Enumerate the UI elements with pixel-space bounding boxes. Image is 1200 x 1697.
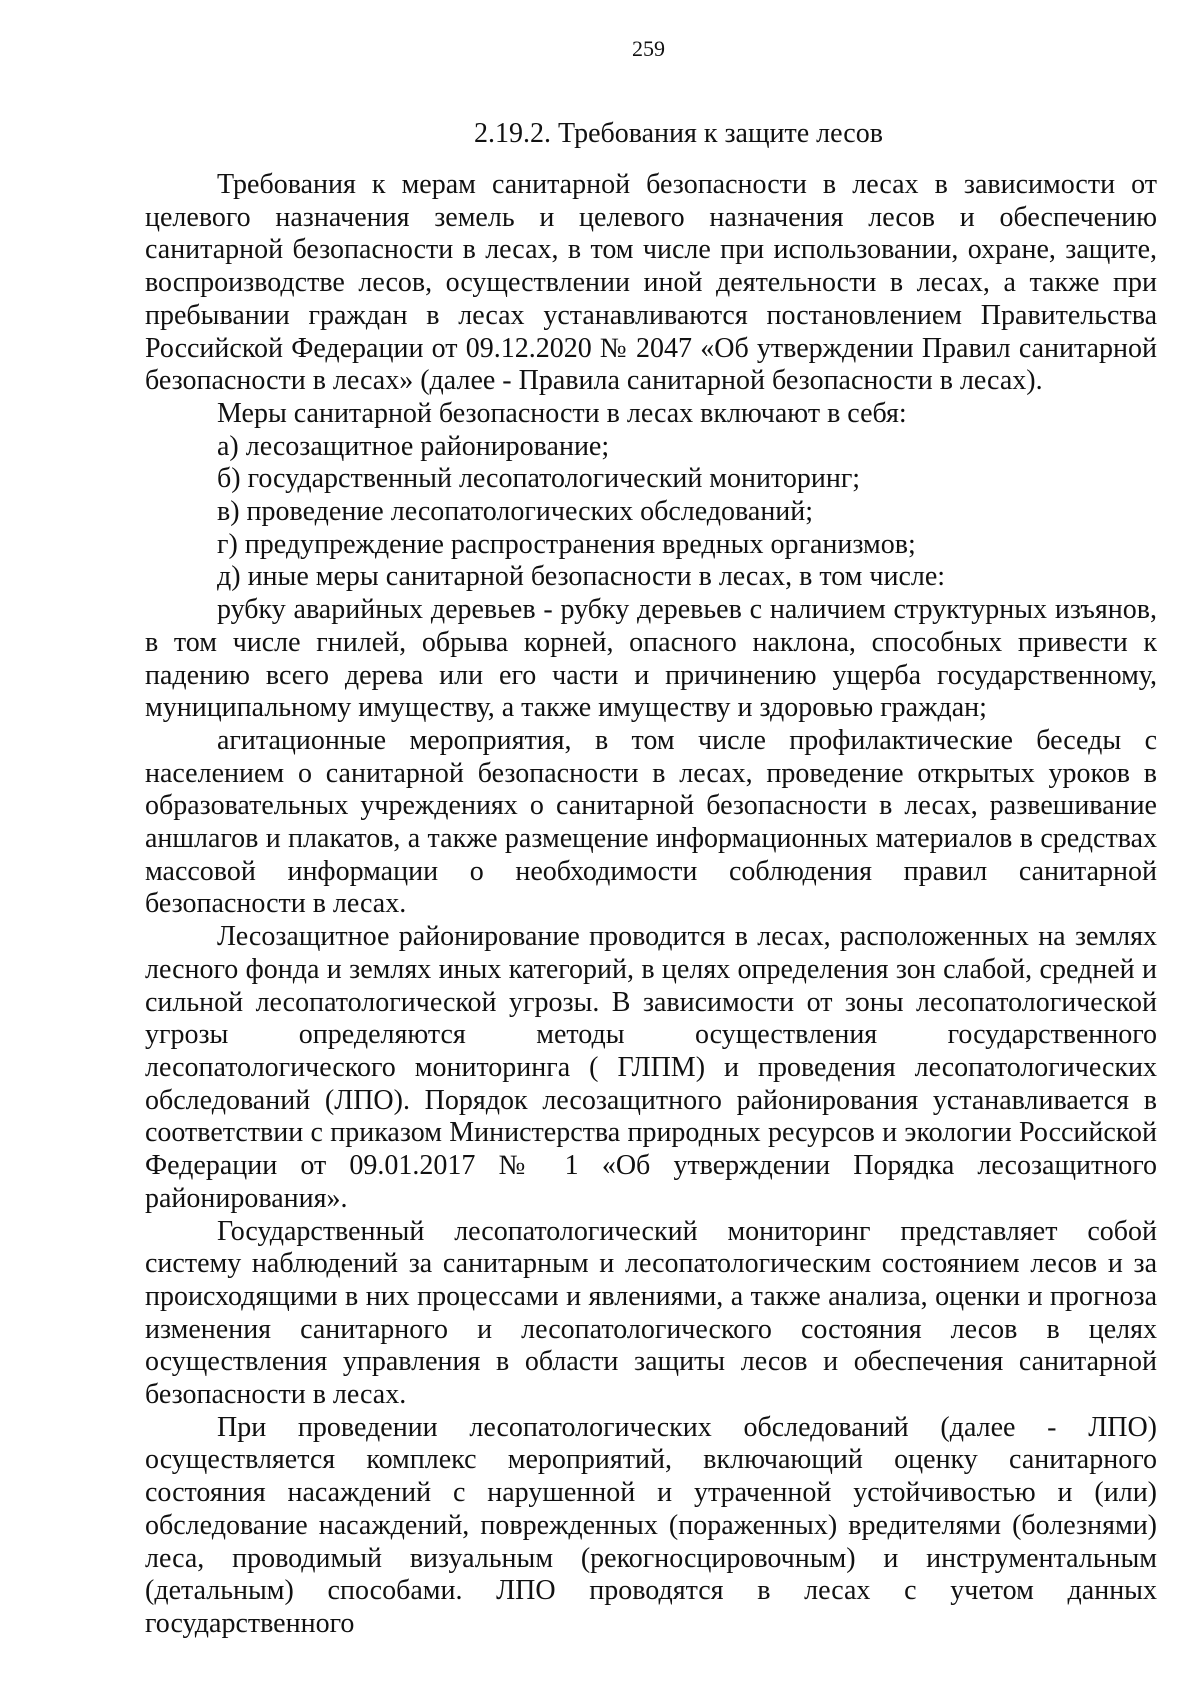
section-heading: 2.19.2. Требования к защите лесов [474,118,883,149]
list-item: б) государственный лесопатологический мониторинг; [217,463,861,495]
paragraph-sanitary-requirements: Требования к мерам санитарной безопасности в лесах в зависимости от целевого назначения земель и целевого назначения лесов и обеспечению санитарной безопасности в лесах, в том числе при использовании, охране, защите, воспроизводстве лесов, осуществлении иной деятельности в лесах, а также при пребывании граждан в лесах устанавливаются постановлением Правительства Российской Федерации от 09.12.2020 № 2047 «Об утверждении Правил санитарной безопасности в лесах» (далее - Правила санитарной безопасности в лесах). [145,169,1157,397]
list-item: а) лесозащитное районирование; [217,430,610,462]
paragraph-monitoring: Государственный лесопатологический мониторинг представляет собой систему наблюдений за санитарным и лесопатологическим состоянием лесов и за происходящими в них процессами и явлениями, а также анализа, оценки и прогноза изменения санитарного и лесопатологического состояния лесов в целях осуществления управления в области защиты лесов и обеспечения санитарной безопасности в лесах. [145,1215,1157,1411]
paragraph-hazard-tree-felling: рубку аварийных деревьев - рубку деревьев с наличием структурных изъянов, в том числе гнилей, обрыва корней, опасного наклона, способных привести к падению всего дерева или его части и причинению ущерба государственному, муниципальному имуществу, а также имуществу и здоровью граждан; [145,594,1157,724]
page-number: 259 [632,36,665,61]
paragraph-outreach-activities: агитационные мероприятия, в том числе профилактические беседы с населением о санитарной безопасности в лесах, проведение открытых уроков в образовательных учреждениях о санитарной безопасности в лесах, развешивание аншлагов и плакатов, а также размещение информационных материалов в средствах массовой информации о необходимости соблюдения правил санитарной безопасности в лесах. [145,724,1157,920]
body-text [145,169,1157,1641]
paragraph-surveys: При проведении лесопатологических обследований (далее - ЛПО) осуществляется комплекс мероприятий, включающий оценку санитарного состояния насаждений с нарушенной и утраченной устойчивостью и (или) обследование насаждений, поврежденных (пораженных) вредителями (болезнями) леса, проводимый визуальным (рекогносцировочным) и инструментальным (детальным) способами. ЛПО проводятся в лесах с учетом данных государственного [145,1411,1157,1639]
list-item: г) предупреждение распространения вредных организмов; [217,528,916,560]
list-item: в) проведение лесопатологических обследований; [217,496,814,528]
paragraph-measures-intro: Меры санитарной безопасности в лесах включают в себя: [217,397,907,429]
list-item: д) иные меры санитарной безопасности в лесах, в том числе: [217,561,946,593]
paragraph-zoning: Лесозащитное районирование проводится в лесах, расположенных на землях лесного фонда и землях иных категорий, в целях определения зон слабой, средней и сильной лесопатологической угрозы. В зависимости от зоны лесопатологической угрозы определяются методы осуществления государственного лесопатологического мониторинга ( ГЛПМ) и проведения лесопатологических обследований (ЛПО). Порядок лесозащитного районирования устанавливается в соответствии с приказом Министерства природных ресурсов и экологии Российской Федерации от 09.01.2017 № 1 «Об утверждении Порядка лесозащитного районирования». [145,921,1157,1214]
